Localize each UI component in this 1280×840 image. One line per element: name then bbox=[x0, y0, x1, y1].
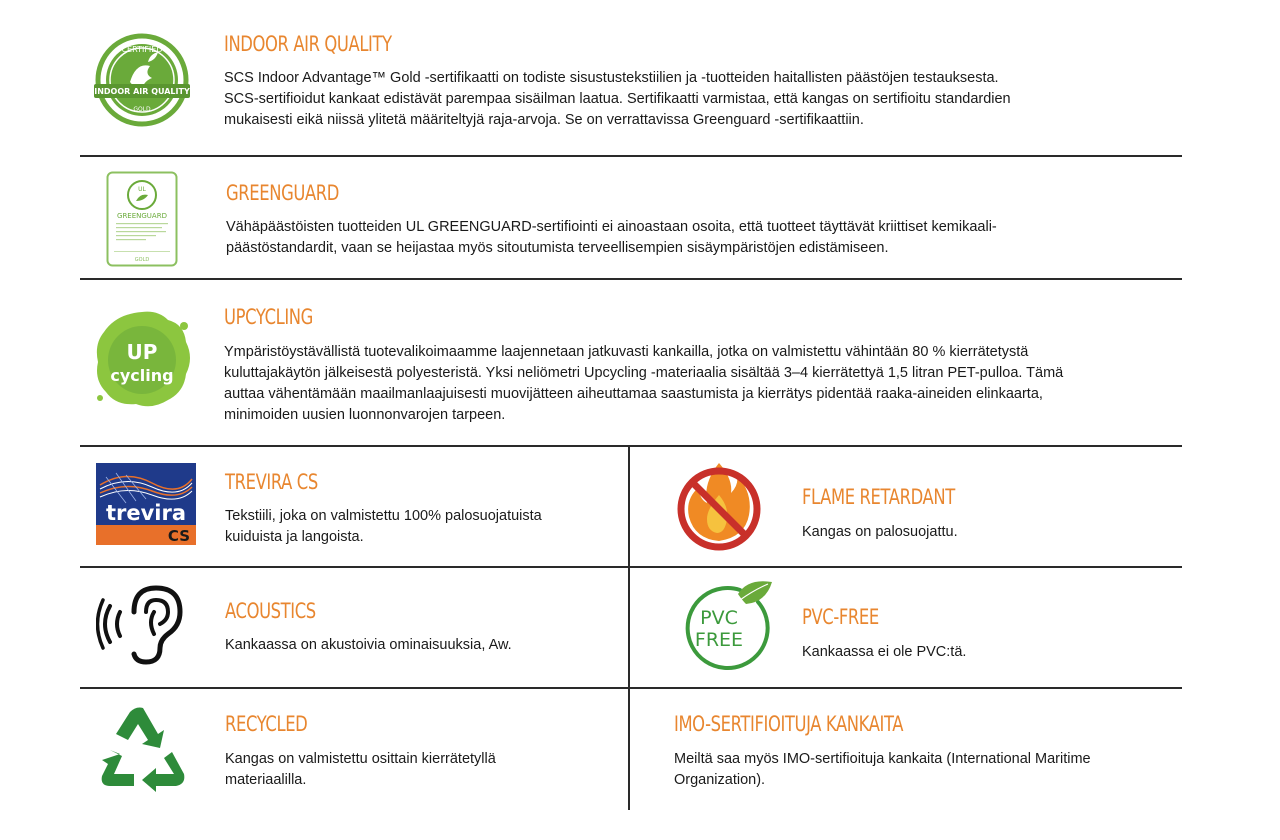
badge-top-text: CERTIFIED bbox=[121, 45, 163, 54]
text-line: SCS-sertifioidut kankaat edistävät parempaa sisäilman laatua. Sertifikaatti varmistaa, että kangas on sertifioitu standardien bbox=[224, 91, 1011, 107]
recycle-icon bbox=[98, 704, 188, 792]
text-line: Ympäristöystävällistä tuotevalikoimaamme laajennetaan jatkuvasti kankailla, jotka on valmistettu vähintään 80 % kierrätetystä bbox=[224, 344, 1029, 360]
ul-text: UL bbox=[138, 186, 146, 193]
divider bbox=[80, 445, 1182, 447]
text-line: Meiltä saa myös IMO-sertifioituja kankaita (International Maritime bbox=[674, 751, 1091, 767]
text-line: SCS Indoor Advantage™ Gold -sertifikaatti on todiste sisustustekstiilien ja -tuotteiden haitallisten päästöjen testauksesta. bbox=[224, 70, 999, 86]
text-line: Tekstiili, joka on valmistettu 100% palosuojatuista bbox=[225, 508, 542, 524]
divider bbox=[80, 278, 1182, 280]
trevira-cs-title: TREVIRA CS bbox=[225, 470, 318, 494]
text-line: Kangas on palosuojattu. bbox=[802, 524, 958, 540]
upcycling-splash-icon bbox=[92, 306, 194, 412]
badge-bottom-text: GOLD bbox=[133, 106, 151, 113]
divider bbox=[80, 687, 1182, 689]
text-line: päästöstandardit, vaan se heijastaa myös sitoutumista terveellisempien sisäympäristöjen edistämiseen. bbox=[226, 240, 889, 256]
column-divider bbox=[628, 446, 630, 810]
imo-text bbox=[674, 749, 1174, 791]
text-line: Vähäpäästöisten tuotteiden UL GREENGUARD-sertifiointi ei ainoastaan osoita, että tuotteet täyttävät kriittiset kemikaali- bbox=[226, 219, 997, 235]
acoustics-text bbox=[225, 635, 615, 656]
text-line: auttaa vähentämään maailmanlaajuisesti muovijätteen aiheuttamaa saastumista ja kierrätys pidentää raaka-aineiden elinkaarta, bbox=[224, 386, 1043, 402]
upcycling-up-text: UP bbox=[126, 340, 158, 364]
pvc-text: PVC bbox=[700, 607, 738, 629]
indoor-air-quality-text bbox=[224, 68, 1184, 131]
divider bbox=[80, 155, 1182, 157]
acoustics-title: ACOUSTICS bbox=[225, 599, 316, 623]
ul-greenguard-gold-badge-icon bbox=[106, 171, 178, 267]
upcycling-text bbox=[224, 342, 1174, 426]
pvc-free-title: PVC-FREE bbox=[802, 605, 879, 629]
flame-retardant-text bbox=[802, 522, 1162, 543]
pvc-free-leaf-icon bbox=[674, 580, 774, 672]
trevira-cs-sub: CS bbox=[167, 527, 190, 545]
text-line: Kankaassa ei ole PVC:tä. bbox=[802, 644, 967, 660]
upcycling-title: UPCYCLING bbox=[224, 305, 313, 329]
text-line: Kangas on valmistettu osittain kierrätetyllä bbox=[225, 751, 496, 767]
text-line: materiaalilla. bbox=[225, 772, 307, 788]
text-line: kuluttajakäytön jälkeisestä polyesteristä. Yksi neliömetri Upcycling -materiaalia sisältää 3–4 kierrätettyä 1,5 litran PET-pulloa. Tämä bbox=[224, 365, 1064, 381]
gold-text: GOLD bbox=[134, 257, 150, 263]
greenguard-title: GREENGUARD bbox=[226, 181, 340, 205]
trevira-cs-logo-icon bbox=[96, 463, 196, 545]
greenguard-text bbox=[226, 217, 1176, 259]
recycled-title: RECYCLED bbox=[225, 712, 308, 736]
text-line: Organization). bbox=[674, 772, 766, 788]
flame-retardant-icon bbox=[673, 455, 765, 551]
recycled-text bbox=[225, 749, 615, 791]
imo-title: IMO-SERTIFIOITUJA KANKAITA bbox=[674, 712, 904, 736]
badge-band-text: INDOOR AIR QUALITY bbox=[94, 87, 190, 96]
text-line: Kankaassa on akustoivia ominaisuuksia, Aw. bbox=[225, 637, 512, 653]
text-line: mukaisesti eikä niissä ylitetä määriteltyjä raja-arvoja. Se on verrattavissa Greenguard -sertifikaattiin. bbox=[224, 112, 864, 128]
upcycling-cycling-text: cycling bbox=[110, 366, 174, 385]
greenguard-text: GREENGUARD bbox=[117, 212, 167, 220]
scs-indoor-air-quality-badge-icon bbox=[90, 32, 194, 128]
trevira-cs-text bbox=[225, 506, 615, 548]
divider bbox=[80, 566, 1182, 568]
ear-sound-icon bbox=[96, 582, 188, 668]
trevira-word: trevira bbox=[105, 501, 187, 525]
indoor-air-quality-title: INDOOR AIR QUALITY bbox=[224, 32, 392, 56]
free-text: FREE bbox=[694, 629, 744, 651]
pvc-free-text bbox=[802, 642, 1162, 663]
text-line: kuiduista ja langoista. bbox=[225, 529, 364, 545]
text-line: minimoiden uusien luonnonvarojen tarpeen. bbox=[224, 407, 506, 423]
flame-retardant-title: FLAME RETARDANT bbox=[802, 485, 955, 509]
